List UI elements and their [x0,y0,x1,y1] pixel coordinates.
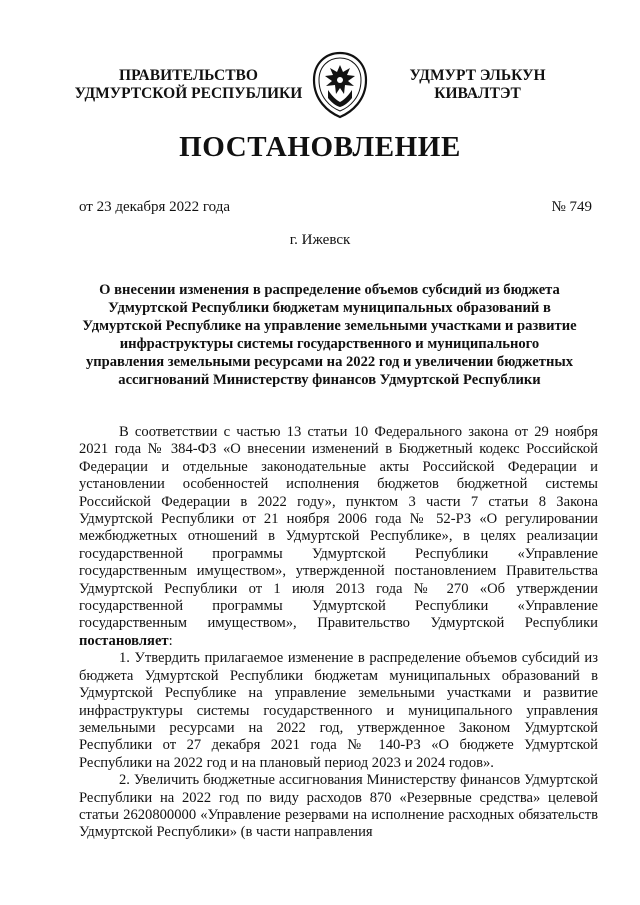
document-city: г. Ижевск [289,232,351,248]
document-body [79,424,598,842]
document-title: О внесении изменения в распределение объемов субсидий из бюджета Удмуртской Республики бюджетам муниципальных образований в Удмуртской Республике на управление земельными участками и развитие инфраструктуры системы государственного и муниципального управления земельными ресурсами на 2022 год и увеличении бюджетных ассигнований Министерству финансов Удмуртской Республики [82,282,577,388]
document-type: ПОСТАНОВЛЕНИЕ [179,131,461,163]
document-number: № 749 [551,199,592,215]
item-paragraph: 2. Увеличить бюджетные ассигнования Министерству финансов Удмуртской Республики на 2022 год по виду расходов 870 «Резервные средства» целевой статьи 2620800000 «Управление резервами на исполнение расходных обязательств Удмуртской Республики» (в части направления [79,772,598,841]
issuer-line: УДМУРТ ЭЛЬКУН [409,67,546,84]
item-paragraph: 1. Утвердить прилагаемое изменение в распределение объемов субсидий из бюджета Удмуртской Республики бюджетам муниципальных образований в Удмуртской Республике на управление земельными участками и развитие инфраструктуры системы государственного и муниципального управления земельными ресурсами на 2022 год, утвержденное Законом Удмуртской Республики от 27 декабря 2021 года № 140-РЗ «О бюджете Удмуртской Республики на 2022 год и на плановый период 2023 и 2024 годов». [79,650,598,771]
document-date: от 23 декабря 2022 года [79,199,231,215]
preamble-paragraph [79,424,598,650]
issuer-line: КИВАЛТЭТ [434,85,521,102]
issuer-line: ПРАВИТЕЛЬСТВО [119,67,258,84]
coat-of-arms-icon [310,50,370,120]
preamble-end: : [168,632,173,649]
issuer-name-russian [66,67,311,103]
preamble-emphasis: постановляет [79,632,169,649]
issuer-name-udmurt [390,67,565,103]
issuer-line: УДМУРТСКОЙ РЕСПУБЛИКИ [74,85,303,102]
preamble-text: В соответствии с частью 13 статьи 10 Федерального закона от 29 ноября 2021 года № 384-ФЗ «О внесении изменений в Бюджетный кодекс Российской Федерации и отдельные законодательные акты Российской Федерации и установлении особенностей исполнения бюджетов бюджетной системы Российской Федерации в 2022 году», пунктом 3 части 7 статьи 8 Закона Удмуртской Республики от 21 ноября 2006 года № 52-РЗ «О регулировании межбюджетных отношений в Удмуртской Республике», в целях реализации государственной программы Удмуртской Республики «Управление государственным имуществом», утвержденной постановлением Правительства Удмуртской Республики от 1 июля 2013 года № 270 «Об утверждении государственной программы Удмуртской Республики «Управление государственным имуществом», Правительство Удмуртской Республики [79,424,598,632]
